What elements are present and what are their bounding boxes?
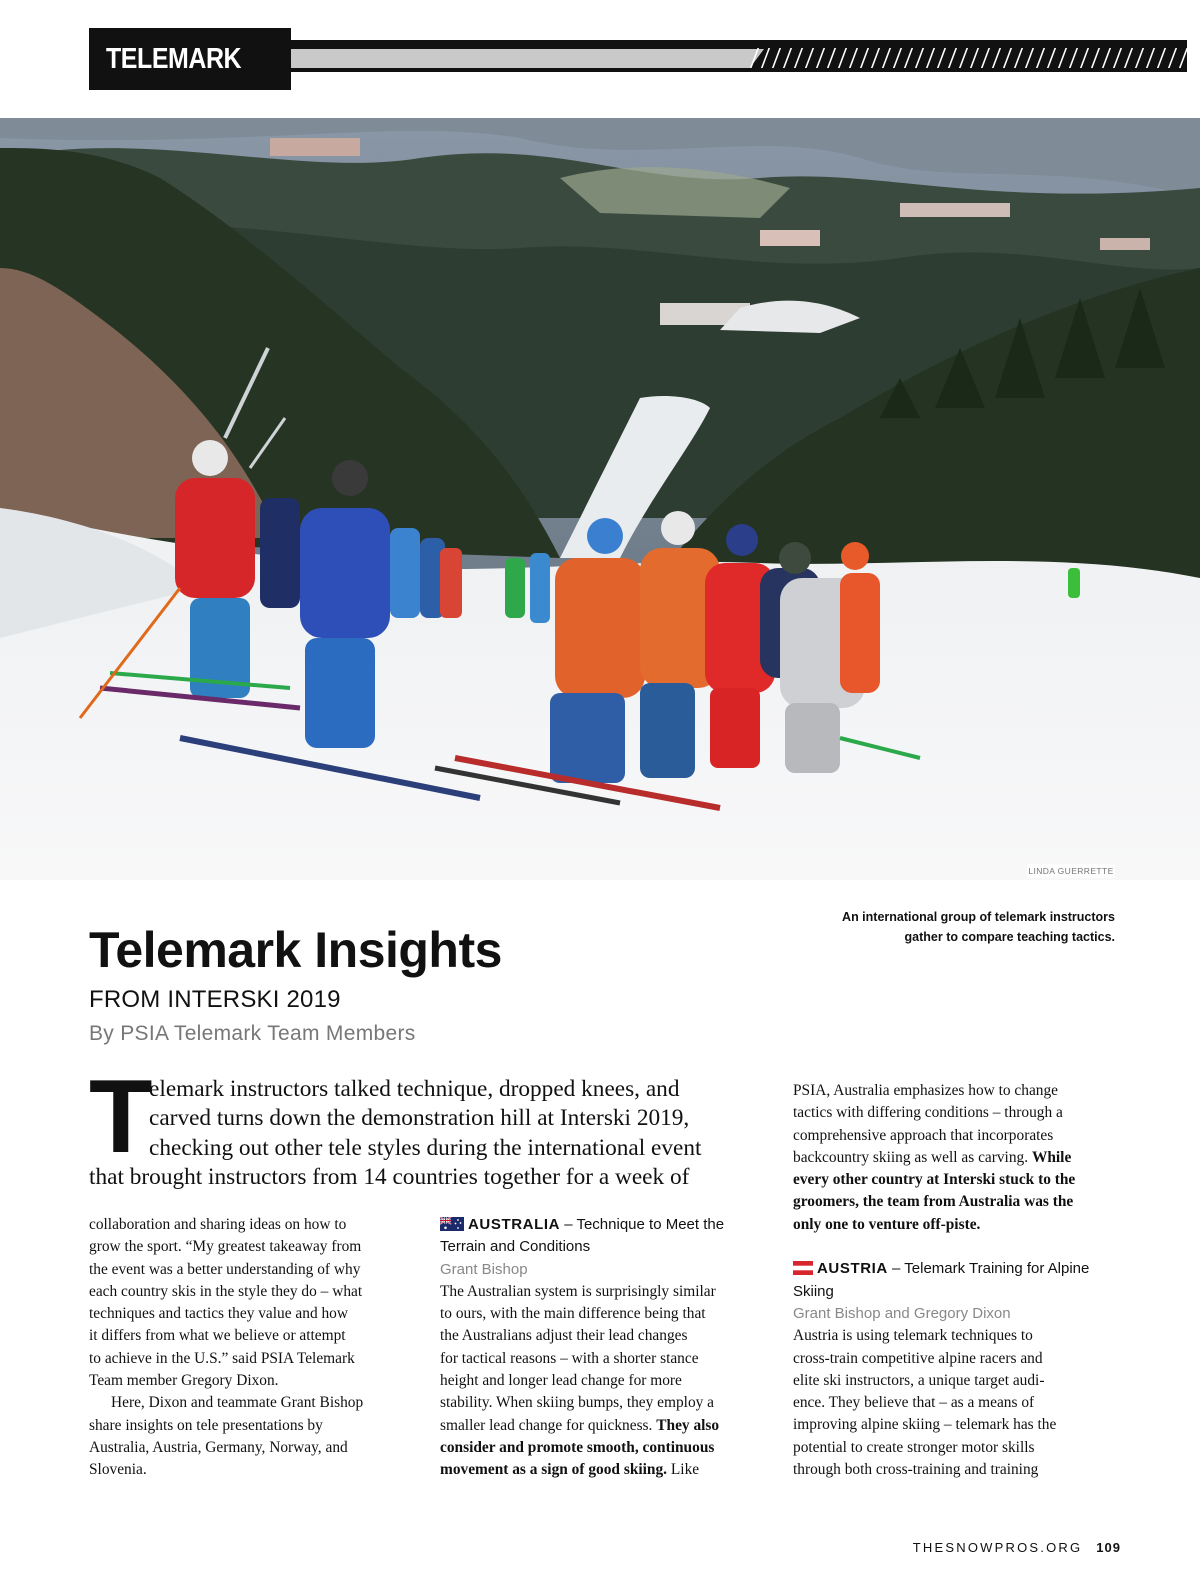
section-label: TELEMARK <box>106 42 242 75</box>
australia-country-name: AUSTRALIA <box>468 1216 561 1233</box>
header-grey-band <box>291 49 764 68</box>
body-line: improving alpine skiing – telemark has the <box>793 1416 1057 1434</box>
body-line: tactics with differing conditions – through a <box>793 1104 1063 1122</box>
australia-author: Grant Bishop <box>440 1260 528 1278</box>
body-line <box>793 1214 1121 1236</box>
photo-credit: LINDA GUERRETTE <box>1028 866 1114 876</box>
body-column-2 <box>440 1214 768 1482</box>
body-line: PSIA, Australia emphasizes how to change <box>793 1082 1059 1099</box>
body-text: Like <box>670 1461 700 1479</box>
emphasis-text: groomers, the team from Australia was the <box>793 1193 1074 1211</box>
australia-heading-line-2: Terrain and Conditions <box>440 1238 591 1256</box>
body-line: the Australians adjust their lead changes <box>440 1327 688 1345</box>
body-line: through both cross-training and training <box>793 1461 1039 1479</box>
ski-slope-illustration <box>0 118 1200 880</box>
body-line: Australia, Austria, Germany, Norway, and <box>89 1438 348 1456</box>
body-line <box>440 1459 768 1481</box>
body-line <box>793 1191 1121 1213</box>
emphasis-text: movement as a sign of good skiing. <box>440 1461 668 1479</box>
australia-heading-text: – Technique to Meet the <box>560 1216 725 1233</box>
page-footer <box>913 1540 1121 1555</box>
body-line: The Australian system is surprisingly similar <box>440 1282 716 1300</box>
body-line: for tactical reasons – with a shorter stance <box>440 1349 699 1367</box>
austria-flag-icon <box>793 1261 813 1275</box>
body-text: smaller lead change for quickness. <box>440 1416 653 1434</box>
emphasis-text: only one to venture off-piste. <box>793 1215 981 1233</box>
caption-line-1: An international group of telemark instructors <box>842 910 1115 924</box>
lead-line: that brought instructors from 14 countries together for a week of <box>89 1164 690 1191</box>
body-line: Austria is using telemark techniques to <box>793 1327 1033 1345</box>
article-byline: By PSIA Telemark Team Members <box>89 1022 416 1045</box>
body-line: Here, Dixon and teammate Grant Bishop <box>111 1394 364 1412</box>
body-column-3 <box>793 1080 1121 1481</box>
page-number: 109 <box>1096 1540 1121 1555</box>
body-line: height and longer lead change for more <box>440 1372 682 1390</box>
body-line: share insights on tele presentations by <box>89 1416 323 1434</box>
lead-line: checking out other tele styles during the international event <box>149 1134 702 1161</box>
austria-heading-line-2: Skiing <box>793 1282 834 1300</box>
body-line <box>793 1169 1121 1191</box>
body-line <box>793 1147 1121 1169</box>
body-line: cross-train competitive alpine racers and <box>793 1349 1043 1367</box>
body-line <box>440 1415 768 1437</box>
hero-photo <box>0 118 1200 880</box>
caption-line-2: gather to compare teaching tactics. <box>904 930 1115 944</box>
body-line: to ours, with the main difference being that <box>440 1305 706 1323</box>
header-hatch-pattern <box>748 46 1187 70</box>
australia-flag-icon <box>440 1217 464 1231</box>
body-line: the event was a better understanding of why <box>89 1260 361 1278</box>
australia-section-heading <box>440 1214 768 1236</box>
photo-caption <box>795 907 1115 947</box>
lead-line: elemark instructors talked technique, dropped knees, and <box>149 1076 680 1102</box>
article-subtitle: FROM INTERSKI 2019 <box>89 986 341 1013</box>
austria-author: Grant Bishop and Gregory Dixon <box>793 1304 1011 1322</box>
austria-country-name: AUSTRIA <box>817 1260 888 1278</box>
emphasis-text: They also <box>656 1416 720 1434</box>
section-spacer <box>793 1236 1121 1258</box>
body-line: elite ski instructors, a unique target audi- <box>793 1371 1045 1389</box>
body-line: Slovenia. <box>89 1461 147 1479</box>
drop-cap: T <box>89 1059 153 1175</box>
emphasis-text: While <box>1031 1148 1072 1166</box>
footer-site-link[interactable]: THESNOWPROS.ORG <box>912 1540 1083 1555</box>
article-title: Telemark Insights <box>89 922 502 978</box>
section-header-tab <box>89 28 291 90</box>
body-line: collaboration and sharing ideas on how to <box>89 1216 347 1233</box>
body-line: potential to create stronger motor skills <box>793 1438 1035 1456</box>
body-line: to achieve in the U.S.” said PSIA Telemark <box>89 1349 355 1367</box>
body-text: backcountry skiing as well as carving. <box>793 1148 1029 1166</box>
body-line: grow the sport. “My greatest takeaway from <box>89 1238 362 1256</box>
austria-heading-text: – Telemark Training for Alpine <box>887 1260 1090 1278</box>
body-line: Team member Gregory Dixon. <box>89 1372 279 1390</box>
body-line: each country skis in the style they do – what <box>89 1282 363 1300</box>
body-line <box>440 1437 768 1459</box>
body-line: ence. They believe that – as a means of <box>793 1394 1035 1412</box>
lead-line: carved turns down the demonstration hill at Interski 2019, <box>149 1105 690 1132</box>
body-column-1 <box>89 1214 417 1482</box>
body-line: it differs from what we believe or attempt <box>89 1327 346 1345</box>
emphasis-text: every other country at Interski stuck to the <box>793 1171 1076 1189</box>
body-line: techniques and tactics they value and how <box>89 1305 348 1323</box>
body-line: stability. When skiing bumps, they employ a <box>440 1394 715 1412</box>
body-line: comprehensive approach that incorporates <box>793 1126 1054 1144</box>
lead-paragraph <box>89 1075 769 1193</box>
emphasis-text: consider and promote smooth, continuous <box>440 1438 715 1456</box>
austria-section-heading <box>793 1258 1121 1280</box>
